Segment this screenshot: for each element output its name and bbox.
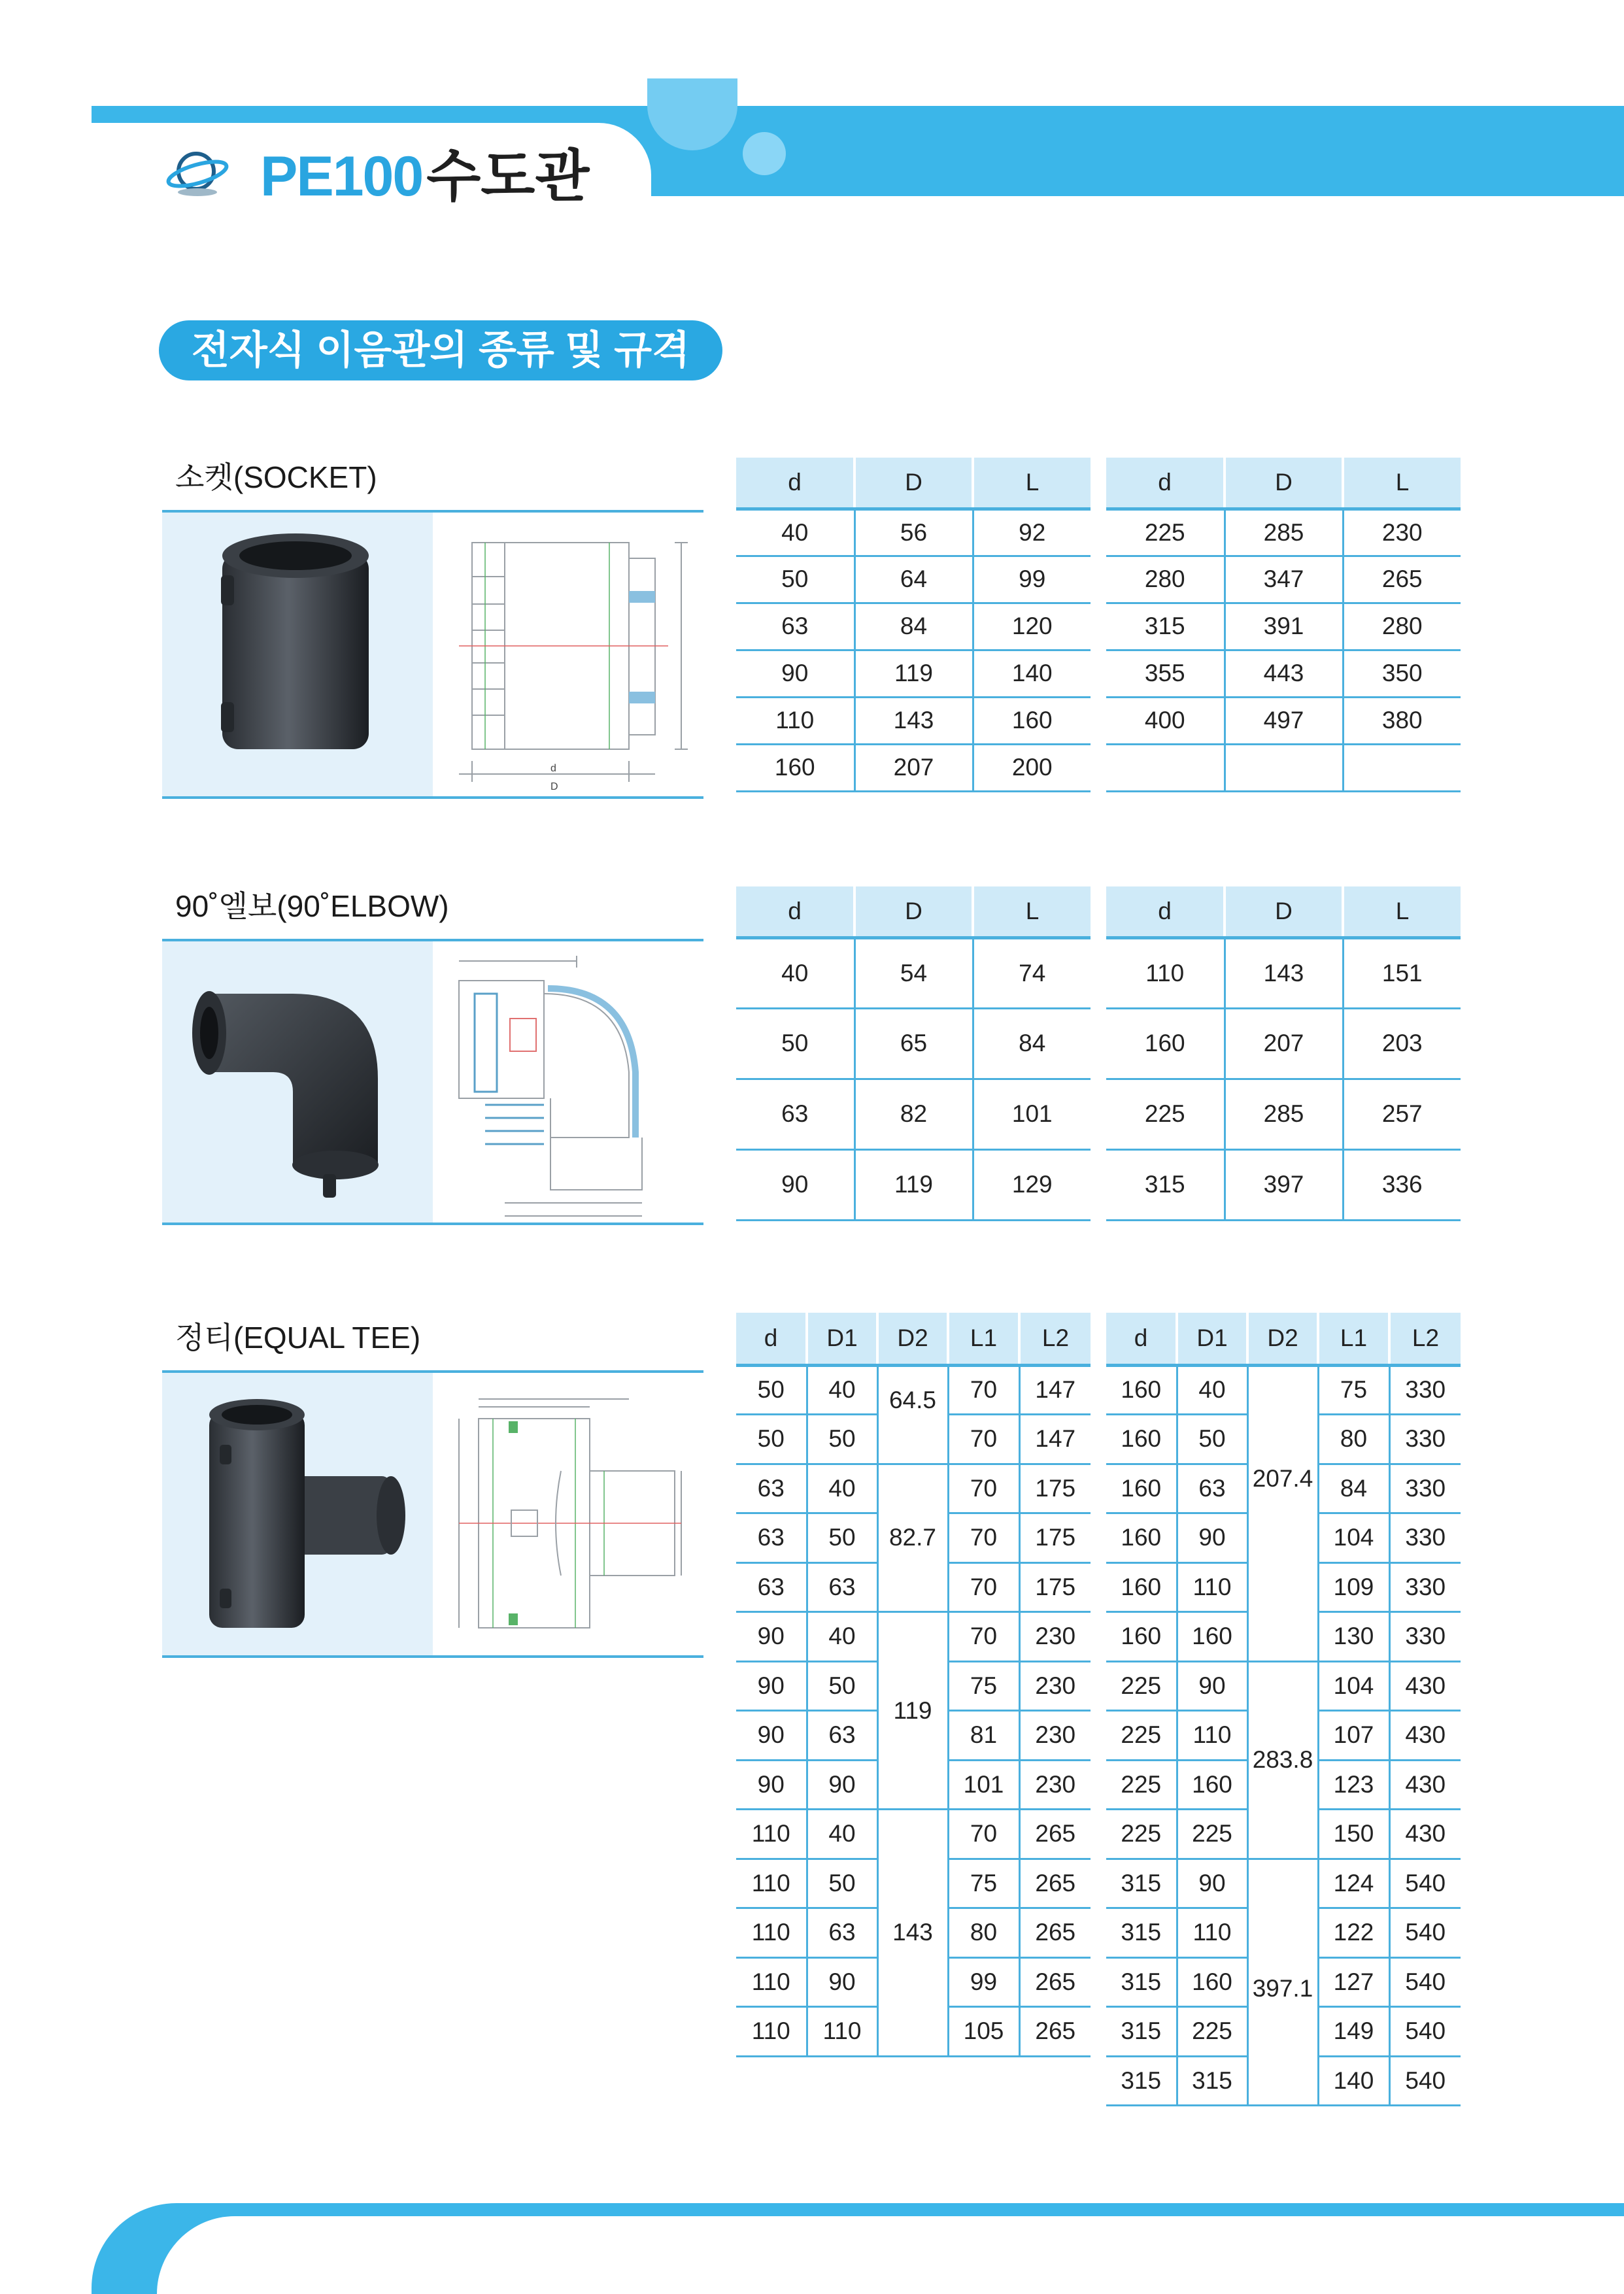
socket-photo-panel (162, 513, 433, 796)
table-row (736, 556, 1091, 603)
tee-table-right (1106, 1313, 1461, 2106)
table-cell: 160 (1106, 1464, 1177, 1513)
table-cell: 285 (1225, 1079, 1343, 1149)
table-row (1106, 1008, 1461, 1079)
table-cell: 315 (1177, 2056, 1247, 2106)
table-cell: 225 (1106, 1760, 1177, 1810)
d2-merged-cell: 119 (877, 1612, 948, 1810)
table-cell: 225 (1177, 1810, 1247, 1859)
page-title (260, 143, 589, 211)
table-row (736, 1149, 1091, 1220)
table-cell: 336 (1343, 1149, 1461, 1220)
table-cell: 265 (1019, 1908, 1091, 1958)
col-header: D (1225, 458, 1343, 509)
tee-title: 정티(EQUAL TEE) (175, 1321, 421, 1355)
table-cell: 330 (1389, 1562, 1461, 1612)
socket-table-left (736, 458, 1091, 792)
tee-bottom-line (162, 1655, 703, 1658)
d2-merged-cell: 64.5 (877, 1365, 948, 1464)
table-cell: 54 (854, 937, 973, 1008)
col-header: L1 (948, 1313, 1019, 1365)
socket-bottom-line (162, 796, 703, 799)
table-cell: 430 (1389, 1661, 1461, 1711)
table-cell: 119 (854, 1149, 973, 1220)
table-row (1106, 1079, 1461, 1149)
table-cell: 397 (1225, 1149, 1343, 1220)
table-cell: 315 (1106, 603, 1225, 650)
table-cell: 285 (1225, 509, 1343, 556)
table-cell (1225, 744, 1343, 791)
table-row (1106, 556, 1461, 603)
table-cell: 265 (1019, 2007, 1091, 2057)
table-cell: 257 (1343, 1079, 1461, 1149)
table-cell: 400 (1106, 697, 1225, 744)
table-cell: 265 (1019, 1957, 1091, 2007)
table-cell: 127 (1318, 1957, 1389, 2007)
table-cell: 315 (1106, 2007, 1177, 2057)
table-cell: 200 (973, 744, 1091, 791)
table-cell: 540 (1389, 2056, 1461, 2106)
table-cell: 540 (1389, 1908, 1461, 1958)
table-cell: 90 (736, 1149, 854, 1220)
table-cell: 160 (1177, 1957, 1247, 2007)
table-cell: 70 (948, 1464, 1019, 1513)
table-cell: 207 (1225, 1008, 1343, 1079)
socket-photo (162, 513, 433, 796)
table-cell: 540 (1389, 2007, 1461, 2057)
table-cell: 75 (948, 1859, 1019, 1908)
table-cell: 147 (1019, 1415, 1091, 1464)
table-cell: 130 (1318, 1612, 1389, 1662)
header-bubble-small (743, 132, 786, 175)
socket-table-right (1106, 458, 1461, 792)
table-cell: 143 (854, 697, 973, 744)
col-header: D2 (1247, 1313, 1318, 1365)
table-cell: 230 (1019, 1711, 1091, 1761)
table-cell: 330 (1389, 1464, 1461, 1513)
socket-drawing-panel (433, 513, 703, 796)
globe-ring-icon (165, 145, 230, 199)
col-header: d (1106, 886, 1225, 937)
section-title-pill: 전자식 이음관의 종류 및 규격 (159, 320, 722, 380)
col-header: D2 (877, 1313, 948, 1365)
table-cell: 63 (736, 1513, 807, 1563)
table-cell: 315 (1106, 1957, 1177, 2007)
table-cell: 147 (1019, 1365, 1091, 1415)
table-cell: 110 (736, 1908, 807, 1958)
table-row (736, 744, 1091, 791)
table-cell: 90 (1177, 1513, 1247, 1563)
col-header: d (1106, 1313, 1177, 1365)
table-cell: 443 (1225, 650, 1343, 697)
table-cell: 120 (973, 603, 1091, 650)
table-cell: 143 (1225, 937, 1343, 1008)
elbow-table-right (1106, 886, 1461, 1221)
table-cell: 150 (1318, 1810, 1389, 1859)
table-cell: 40 (736, 937, 854, 1008)
table-row (1106, 1661, 1461, 1711)
table-cell: 380 (1343, 697, 1461, 744)
table-cell: 160 (1177, 1612, 1247, 1662)
table-cell: 40 (1177, 1365, 1247, 1415)
table-cell: 99 (973, 556, 1091, 603)
table-cell: 140 (973, 650, 1091, 697)
table-cell: 63 (1177, 1464, 1247, 1513)
table-cell: 355 (1106, 650, 1225, 697)
table-cell: 330 (1389, 1612, 1461, 1662)
elbow-drawing (433, 941, 703, 1223)
table-cell: 101 (948, 1760, 1019, 1810)
table-cell: 40 (736, 509, 854, 556)
tee-photo (162, 1373, 433, 1655)
table-row (1106, 603, 1461, 650)
table-cell: 160 (1106, 1612, 1177, 1662)
table-cell: 330 (1389, 1365, 1461, 1415)
footer-inner (157, 2216, 1624, 2294)
table-cell: 110 (736, 1810, 807, 1859)
table-cell: 64 (854, 556, 973, 603)
table-row (736, 1810, 1091, 1859)
elbow-table-left (736, 886, 1091, 1221)
table-cell: 70 (948, 1810, 1019, 1859)
table-cell: 70 (948, 1562, 1019, 1612)
table-cell: 90 (736, 1711, 807, 1761)
table-cell: 315 (1106, 1149, 1225, 1220)
table-row (1106, 1859, 1461, 1908)
tee-drawing-panel (433, 1373, 703, 1655)
table-cell (1343, 744, 1461, 791)
table-cell: 63 (736, 603, 854, 650)
table-cell: 109 (1318, 1562, 1389, 1612)
table-cell: 75 (948, 1661, 1019, 1711)
table-cell: 265 (1019, 1810, 1091, 1859)
table-cell: 160 (1106, 1513, 1177, 1563)
table-cell: 430 (1389, 1711, 1461, 1761)
table-cell: 110 (1177, 1711, 1247, 1761)
table-cell: 104 (1318, 1513, 1389, 1563)
table-cell: 225 (1106, 1661, 1177, 1711)
table-cell: 50 (807, 1513, 877, 1563)
table-cell: 497 (1225, 697, 1343, 744)
table-cell: 90 (807, 1957, 877, 2007)
table-cell: 65 (854, 1008, 973, 1079)
table-row (736, 1464, 1091, 1513)
elbow-drawing-panel (433, 941, 703, 1223)
table-cell: 50 (807, 1859, 877, 1908)
table-cell: 84 (973, 1008, 1091, 1079)
table-cell: 160 (1106, 1008, 1225, 1079)
table-row (736, 509, 1091, 556)
table-row (1106, 697, 1461, 744)
table-cell: 430 (1389, 1760, 1461, 1810)
table-cell: 350 (1343, 650, 1461, 697)
table-cell: 90 (807, 1760, 877, 1810)
table-cell: 90 (736, 1661, 807, 1711)
table-cell: 90 (1177, 1661, 1247, 1711)
table-cell: 315 (1106, 2056, 1177, 2106)
table-cell: 110 (736, 1859, 807, 1908)
table-cell: 175 (1019, 1513, 1091, 1563)
table-cell: 63 (736, 1562, 807, 1612)
col-header: d (1106, 458, 1225, 509)
col-header: L (973, 886, 1091, 937)
drawing-label-d: d (550, 763, 556, 774)
drawing-label-D: D (550, 781, 558, 792)
d2-merged-cell: 283.8 (1247, 1661, 1318, 1859)
table-cell: 101 (973, 1079, 1091, 1149)
table-row (736, 650, 1091, 697)
table-cell: 50 (807, 1415, 877, 1464)
table-cell: 90 (736, 1612, 807, 1662)
table-cell: 82 (854, 1079, 973, 1149)
table-cell: 129 (973, 1149, 1091, 1220)
elbow-photo (162, 941, 433, 1223)
table-cell: 110 (736, 1957, 807, 2007)
col-header: d (736, 886, 854, 937)
table-cell: 230 (1019, 1661, 1091, 1711)
tee-drawing (433, 1373, 703, 1655)
table-cell: 540 (1389, 1957, 1461, 2007)
table-row (1106, 937, 1461, 1008)
table-cell: 70 (948, 1612, 1019, 1662)
table-cell: 230 (1019, 1612, 1091, 1662)
table-cell: 74 (973, 937, 1091, 1008)
table-row (736, 603, 1091, 650)
table-cell: 63 (807, 1908, 877, 1958)
table-cell: 110 (1177, 1908, 1247, 1958)
tee-photo-panel (162, 1373, 433, 1655)
table-cell: 40 (807, 1365, 877, 1415)
col-header: L2 (1389, 1313, 1461, 1365)
table-cell: 151 (1343, 937, 1461, 1008)
table-cell: 265 (1019, 1859, 1091, 1908)
table-cell: 160 (1106, 1562, 1177, 1612)
d2-merged-cell: 397.1 (1247, 1859, 1318, 2106)
table-cell: 84 (1318, 1464, 1389, 1513)
brand-kr: 수도관 (426, 145, 590, 208)
table-cell: 160 (1177, 1760, 1247, 1810)
table-row (736, 1365, 1091, 1415)
table-row (736, 1079, 1091, 1149)
table-cell: 107 (1318, 1711, 1389, 1761)
brand-en: PE100 (260, 145, 423, 208)
table-cell: 330 (1389, 1513, 1461, 1563)
table-cell: 123 (1318, 1760, 1389, 1810)
table-cell: 40 (807, 1612, 877, 1662)
table-cell: 160 (1106, 1365, 1177, 1415)
table-cell (1106, 744, 1225, 791)
d2-merged-cell: 82.7 (877, 1464, 948, 1612)
table-cell: 50 (1177, 1415, 1247, 1464)
table-cell: 56 (854, 509, 973, 556)
table-cell: 430 (1389, 1810, 1461, 1859)
table-cell: 540 (1389, 1859, 1461, 1908)
socket-title: 소켓(SOCKET) (175, 460, 377, 494)
table-cell: 230 (1343, 509, 1461, 556)
table-cell: 124 (1318, 1859, 1389, 1908)
table-cell: 280 (1343, 603, 1461, 650)
table-cell: 110 (1177, 1562, 1247, 1612)
table-cell: 160 (736, 744, 854, 791)
table-cell: 70 (948, 1415, 1019, 1464)
table-cell: 63 (736, 1079, 854, 1149)
col-header: D (854, 458, 973, 509)
col-header: D (1225, 886, 1343, 937)
table-cell: 175 (1019, 1464, 1091, 1513)
table-row (1106, 744, 1461, 791)
table-cell: 315 (1106, 1908, 1177, 1958)
socket-drawing (433, 513, 703, 796)
table-cell: 225 (1177, 2007, 1247, 2057)
table-row (1106, 650, 1461, 697)
table-cell: 50 (736, 1365, 807, 1415)
table-row (736, 1008, 1091, 1079)
table-cell: 347 (1225, 556, 1343, 603)
table-cell: 70 (948, 1513, 1019, 1563)
elbow-title: 90˚엘보(90˚ELBOW) (175, 889, 449, 923)
table-cell: 119 (854, 650, 973, 697)
table-cell: 63 (807, 1562, 877, 1612)
table-cell: 90 (736, 650, 854, 697)
table-cell: 160 (973, 697, 1091, 744)
d2-merged-cell: 143 (877, 1810, 948, 2057)
table-cell: 225 (1106, 1079, 1225, 1149)
table-cell: 81 (948, 1711, 1019, 1761)
col-header: d (736, 458, 854, 509)
table-cell: 230 (1019, 1760, 1091, 1810)
table-row (736, 1612, 1091, 1662)
table-cell: 84 (854, 603, 973, 650)
col-header: L (1343, 886, 1461, 937)
table-cell: 203 (1343, 1008, 1461, 1079)
elbow-bottom-line (162, 1223, 703, 1225)
table-cell: 50 (736, 1415, 807, 1464)
col-header: D (854, 886, 973, 937)
table-cell: 110 (807, 2007, 877, 2057)
table-cell: 80 (1318, 1415, 1389, 1464)
col-header: d (736, 1313, 807, 1365)
col-header: D1 (1177, 1313, 1247, 1365)
table-cell: 207 (854, 744, 973, 791)
table-cell: 92 (973, 509, 1091, 556)
col-header: L2 (1019, 1313, 1091, 1365)
table-row (736, 697, 1091, 744)
table-cell: 149 (1318, 2007, 1389, 2057)
col-header: L (1343, 458, 1461, 509)
table-cell: 63 (736, 1464, 807, 1513)
table-cell: 225 (1106, 1810, 1177, 1859)
table-cell: 50 (736, 556, 854, 603)
elbow-photo-panel (162, 941, 433, 1223)
table-cell: 110 (1106, 937, 1225, 1008)
table-cell: 110 (736, 697, 854, 744)
table-cell: 391 (1225, 603, 1343, 650)
table-row (1106, 1365, 1461, 1415)
table-cell: 265 (1343, 556, 1461, 603)
tee-table-left (736, 1313, 1091, 2057)
table-cell: 75 (1318, 1365, 1389, 1415)
table-cell: 225 (1106, 509, 1225, 556)
table-cell: 50 (736, 1008, 854, 1079)
table-cell: 40 (807, 1464, 877, 1513)
table-cell: 330 (1389, 1415, 1461, 1464)
table-cell: 122 (1318, 1908, 1389, 1958)
table-cell: 104 (1318, 1661, 1389, 1711)
table-cell: 160 (1106, 1415, 1177, 1464)
table-cell: 63 (807, 1711, 877, 1761)
table-row (1106, 509, 1461, 556)
table-cell: 99 (948, 1957, 1019, 2007)
d2-merged-cell: 207.4 (1247, 1365, 1318, 1661)
table-cell: 280 (1106, 556, 1225, 603)
table-row (1106, 1149, 1461, 1220)
col-header: L1 (1318, 1313, 1389, 1365)
table-cell: 50 (807, 1661, 877, 1711)
table-row (736, 937, 1091, 1008)
table-cell: 315 (1106, 1859, 1177, 1908)
col-header: D1 (807, 1313, 877, 1365)
table-cell: 40 (807, 1810, 877, 1859)
table-cell: 90 (736, 1760, 807, 1810)
table-cell: 140 (1318, 2056, 1389, 2106)
table-cell: 70 (948, 1365, 1019, 1415)
table-cell: 90 (1177, 1859, 1247, 1908)
table-cell: 80 (948, 1908, 1019, 1958)
table-cell: 110 (736, 2007, 807, 2057)
table-cell: 175 (1019, 1562, 1091, 1612)
table-cell: 225 (1106, 1711, 1177, 1761)
table-cell: 105 (948, 2007, 1019, 2057)
col-header: L (973, 458, 1091, 509)
